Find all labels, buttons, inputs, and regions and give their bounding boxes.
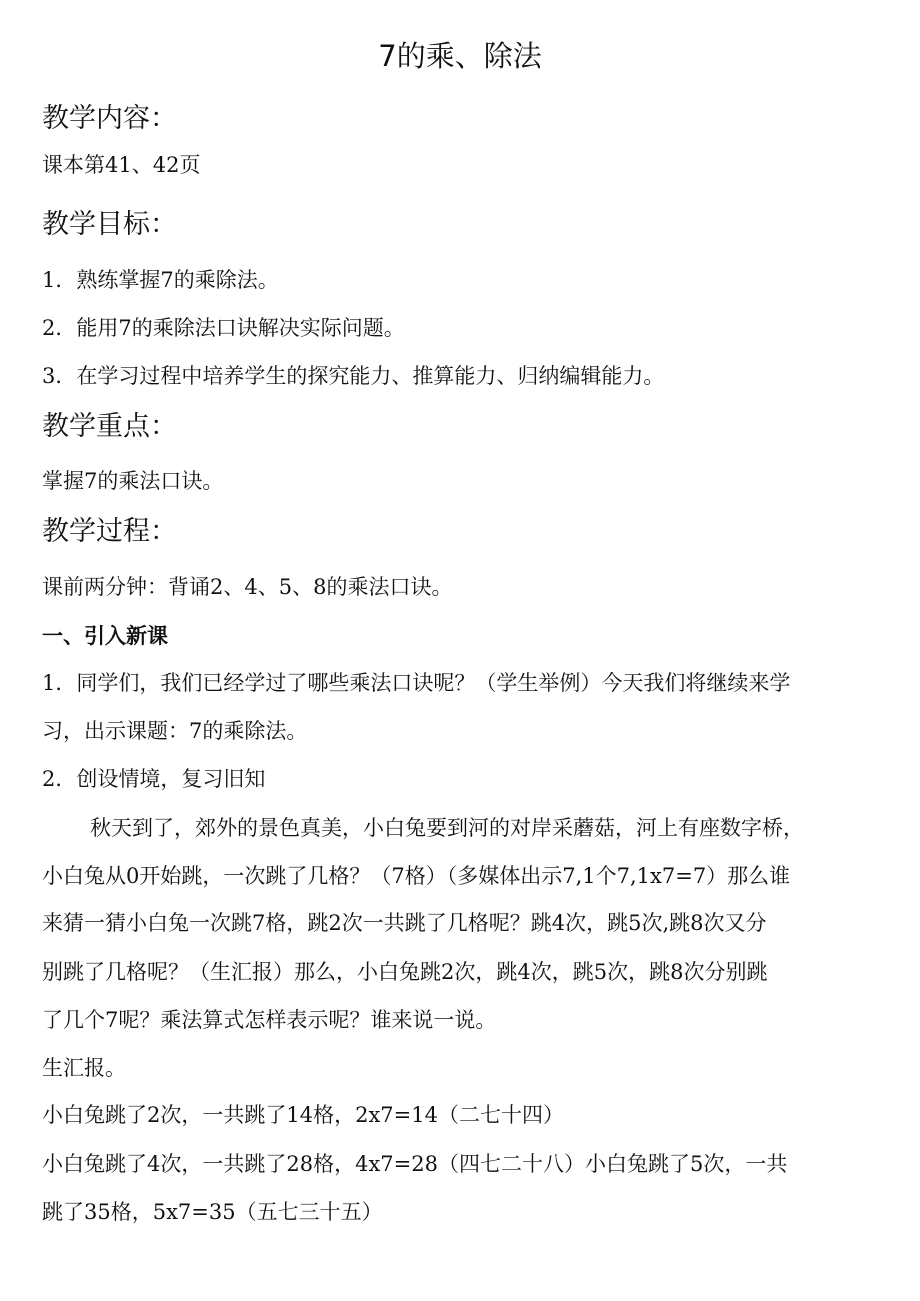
paragraph-line: 1．同学们，我们已经学过了哪些乘法口诀呢？（学生举例）今天我们将继续来学 (42, 671, 791, 695)
story-line: 来猜一猜小白兔一次跳7格，跳2次一共跳了几格呢？跳4次，跳5次,跳8次又分 (42, 911, 767, 935)
report-line: 生汇报。 (42, 1056, 126, 1080)
document-title: 7的乘、除法 (378, 39, 542, 73)
goals-heading: 教学目标： (42, 209, 177, 240)
content-heading: 教学内容： (42, 103, 177, 134)
goal-item-1: 1．熟练掌握7的乘除法。 (42, 268, 279, 292)
result-line: 小白兔跳了4次，一共跳了28格，4x7=28（四七二十八）小白兔跳了5次，一共 (42, 1152, 788, 1176)
process-intro: 课前两分钟：背诵2、4、5、8的乘法口诀。 (42, 575, 453, 599)
paragraph-line: 习，出示课题：7的乘除法。 (42, 719, 308, 743)
result-line: 跳了35格，5x7=35（五七三十五） (42, 1200, 383, 1224)
section-heading-introduction: 一、引入新课 (42, 624, 168, 648)
story-line: 了几个7呢？乘法算式怎样表示呢？谁来说一说。 (42, 1008, 497, 1032)
content-text: 课本第41、42页 (42, 153, 201, 177)
process-heading: 教学过程： (42, 516, 177, 547)
result-line: 小白兔跳了2次，一共跳了14格，2x7=14（二七十四） (42, 1103, 564, 1127)
story-line: 秋天到了，郊外的景色真美，小白兔要到河的对岸采蘑菇，河上有座数字桥， (90, 816, 804, 840)
key-text: 掌握7的乘法口诀。 (42, 469, 224, 493)
story-line: 别跳了几格呢？（生汇报）那么，小白兔跳2次，跳4次，跳5次，跳8次分别跳 (42, 960, 768, 984)
paragraph-line: 2．创设情境，复习旧知 (42, 767, 266, 791)
story-line: 小白兔从0开始跳，一次跳了几格？（7格）（多媒体出示7,1个7,1x7=7）那么谁 (42, 864, 791, 888)
key-heading: 教学重点： (42, 411, 177, 442)
goal-item-2: 2．能用7的乘除法口诀解决实际问题。 (42, 316, 405, 340)
goal-item-3: 3．在学习过程中培养学生的探究能力、推算能力、归纳编辑能力。 (42, 364, 665, 388)
